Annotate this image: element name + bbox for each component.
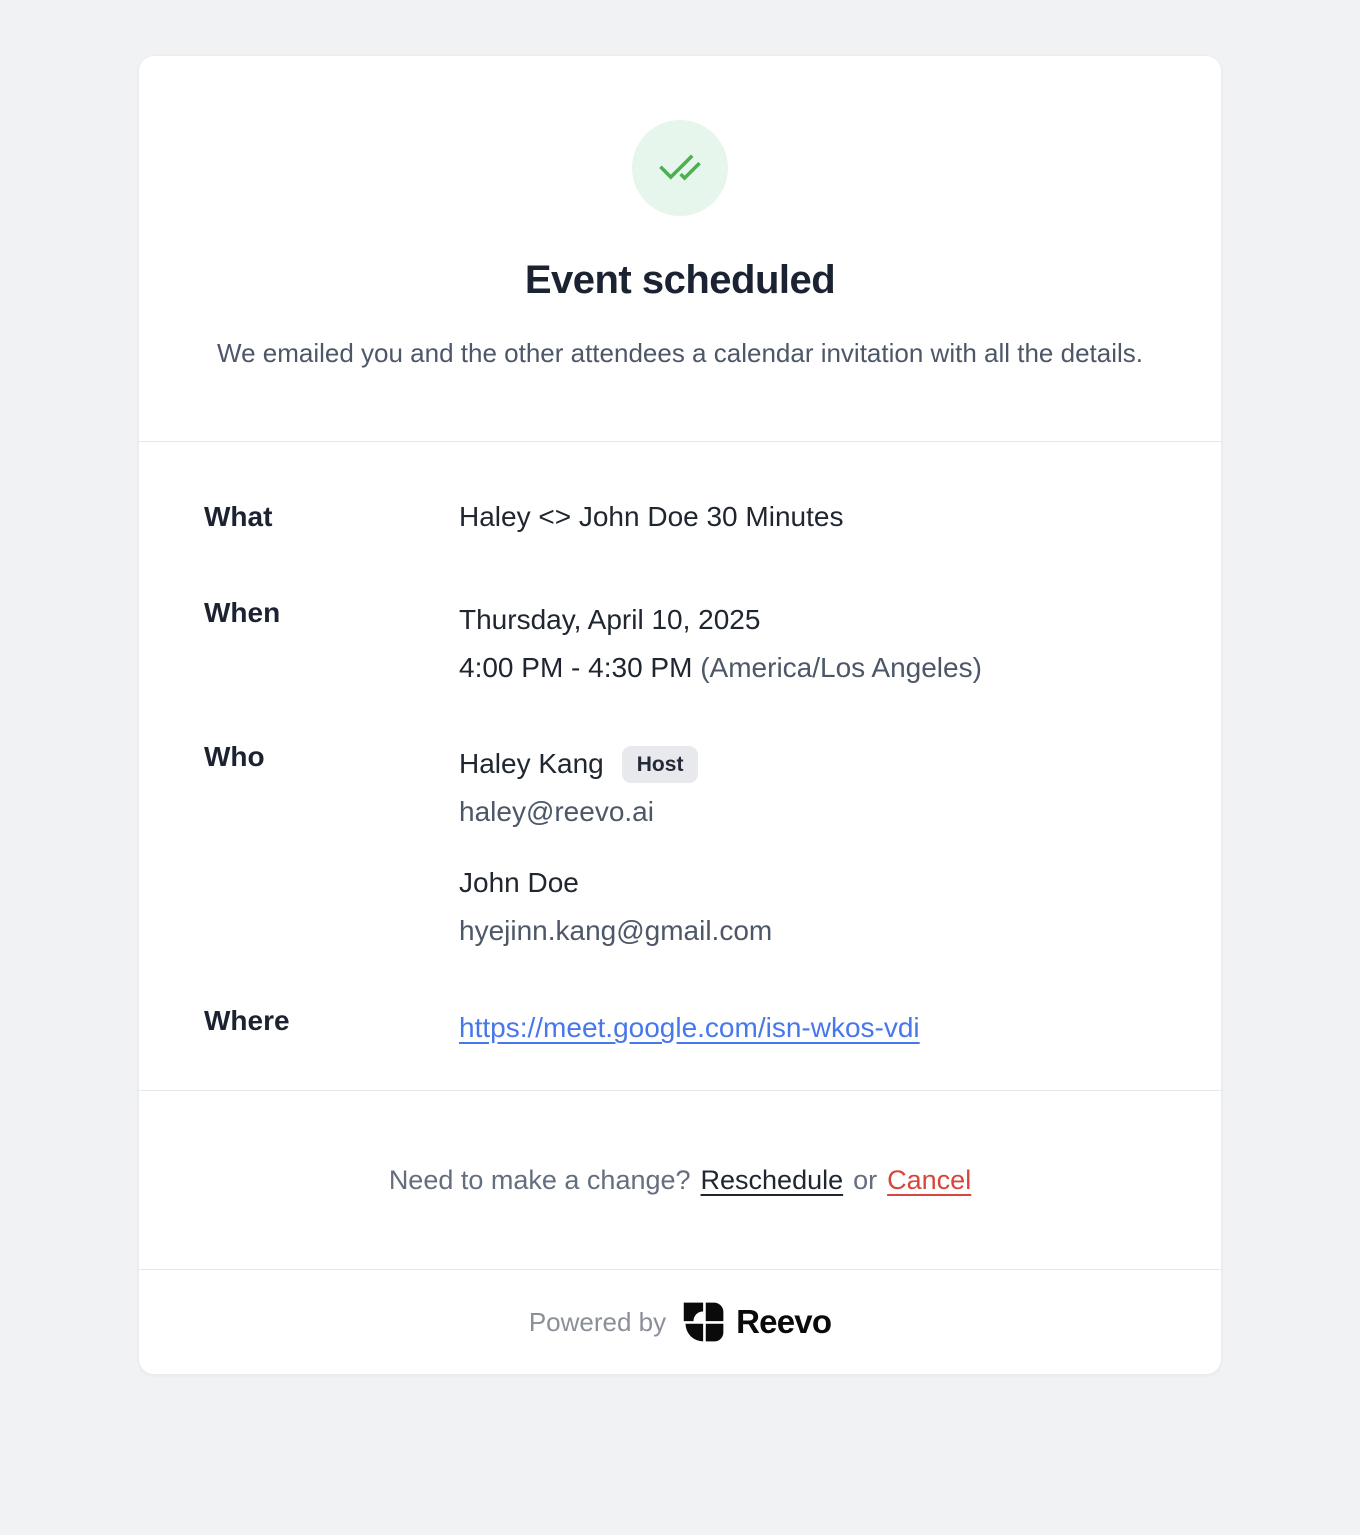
brand-link[interactable] (682, 1300, 831, 1344)
change-prompt: Need to make a change? (388, 1164, 691, 1195)
success-icon-circle (632, 120, 728, 216)
event-time-line (459, 644, 1156, 692)
when-row (204, 596, 1156, 692)
confirmation-card (138, 55, 1222, 1375)
who-label: Who (204, 741, 265, 772)
where-label: Where (204, 1005, 290, 1036)
double-check-icon (656, 146, 704, 190)
event-timezone: (America/Los Angeles) (700, 652, 982, 683)
reevo-logo-icon (682, 1300, 726, 1344)
attendee-name: Haley Kang (459, 748, 604, 779)
attendee-email: hyejinn.kang@gmail.com (459, 915, 773, 946)
who-row (204, 740, 1156, 955)
attendee-name-row (459, 740, 1156, 788)
reschedule-link[interactable]: Reschedule (700, 1164, 844, 1195)
meeting-link[interactable]: https://meet.google.com/isn-wkos-vdi (459, 1012, 920, 1043)
brand-name: Reevo (736, 1303, 832, 1340)
powered-by-label: Powered by (528, 1306, 667, 1337)
change-section (139, 1091, 1221, 1270)
where-row (204, 1004, 1156, 1052)
footer-section (139, 1270, 1221, 1374)
attendee-email: haley@reevo.ai (459, 796, 654, 827)
what-label: What (204, 501, 273, 532)
attendee-gap (459, 836, 1156, 859)
cancel-link[interactable]: Cancel (887, 1164, 972, 1195)
host-badge: Host (622, 746, 699, 783)
header-section (139, 56, 1221, 442)
what-row (204, 500, 1156, 534)
event-time: 4:00 PM - 4:30 PM (459, 652, 693, 683)
attendee-name: John Doe (459, 867, 579, 898)
when-label: When (204, 597, 281, 628)
event-date: Thursday, April 10, 2025 (459, 604, 761, 635)
details-section (139, 442, 1221, 1091)
page-title: Event scheduled (524, 258, 836, 302)
page-subtitle: We emailed you and the other attendees a calendar invitation with all the details. (217, 338, 1143, 368)
change-separator: or (853, 1164, 878, 1195)
event-name: Haley <> John Doe 30 Minutes (459, 501, 844, 532)
